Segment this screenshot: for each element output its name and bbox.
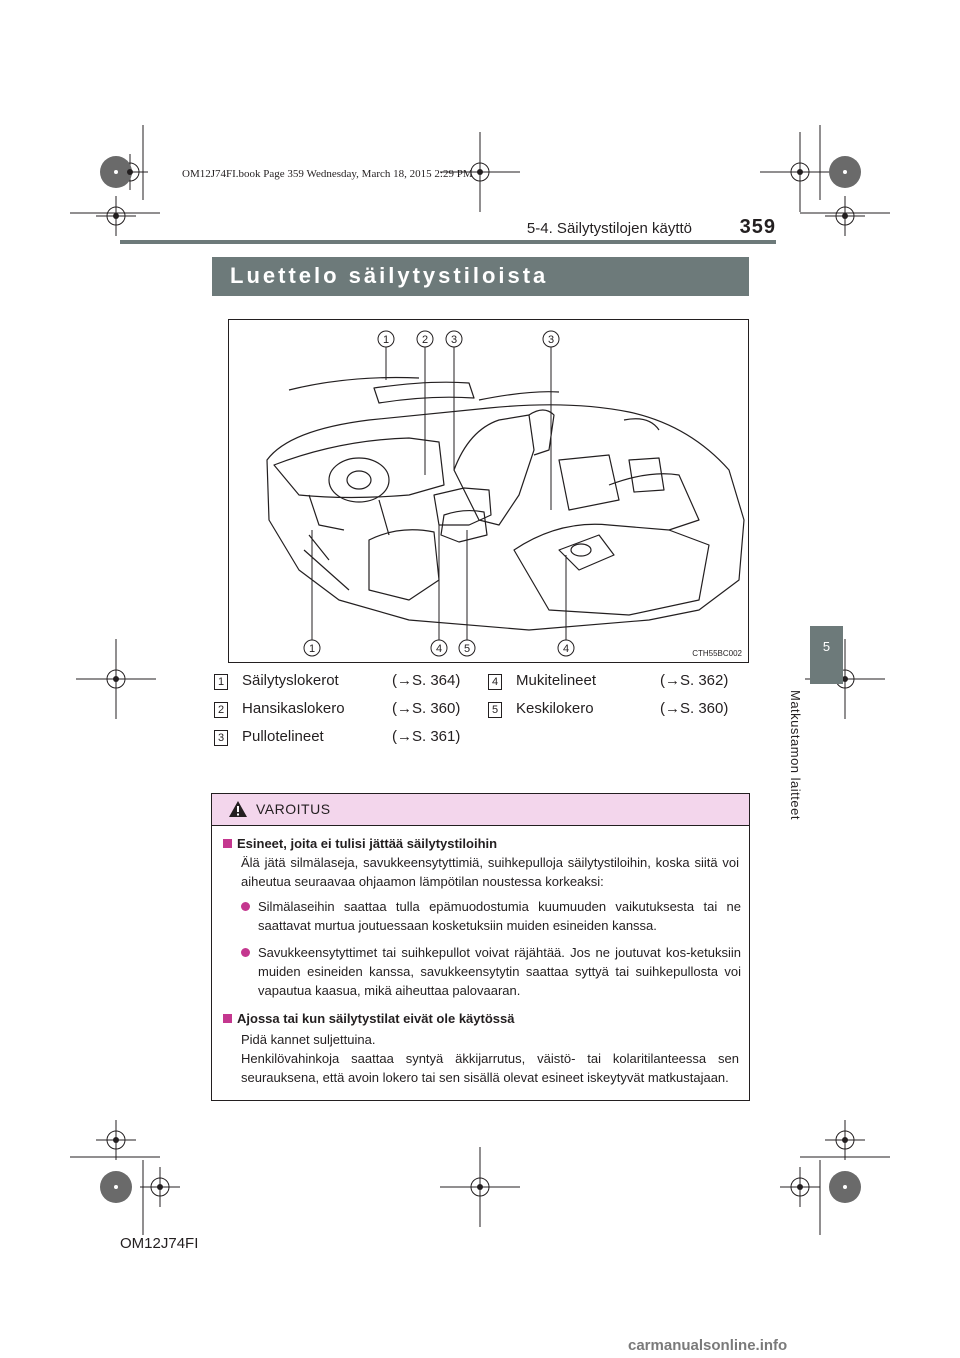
chapter-label (788, 690, 808, 890)
warning-header (212, 794, 749, 826)
legend-number: 3 (214, 730, 228, 746)
callout-bottom-2: 4 (435, 643, 443, 655)
legend-item (488, 700, 754, 722)
callout-top-4: 3 (547, 334, 555, 346)
callout-bottom-4: 4 (562, 643, 570, 655)
legend-label: Hansikaslokero (242, 700, 345, 717)
legend-item (214, 672, 476, 694)
chapter-label-text: Matkustamon laitteet (788, 690, 803, 820)
warning-bullet-text: Savukkeensytyttimet tai suihkepullot voivat räjähtää. Jos ne joutuvat kos-ketuksiin muiden esineiden kanssa, savukkeensytytin saattaa syttyä tai suihkepullosta voi vapautua kaasua, mikä aiheuttaa palovaaran. (258, 945, 741, 998)
warning-bullet-text: Silmälaseihin saattaa tulla epämuodostumia kuumuuden vaikutuksesta tai ne saattavat murtua joutuessaan kosketuksiin muiden esineiden kanssa. (258, 899, 741, 933)
legend-number: 2 (214, 702, 228, 718)
legend-label: Säilytyslokerot (242, 672, 339, 689)
round-bullet-icon (241, 902, 250, 911)
legend-item (214, 700, 476, 722)
callouts-bottom (304, 640, 574, 656)
chapter-tab: 5 (810, 626, 843, 684)
square-bullet-icon (223, 1014, 232, 1023)
watermark: carmanualsonline.info (628, 1337, 788, 1354)
car-interior-drawing (229, 320, 748, 662)
square-bullet-icon (223, 839, 232, 848)
callout-top-1: 1 (382, 334, 390, 346)
callout-bottom-1: 1 (308, 643, 316, 655)
callout-top-2: 2 (421, 334, 429, 346)
warning-triangle-icon (228, 800, 248, 818)
warning-heading (223, 834, 497, 853)
legend-ref: (→S. 360) (660, 700, 729, 717)
warning-paragraph: Pidä kannet suljettuina. (241, 1032, 376, 1047)
warning-heading-text: Ajossa tai kun säilytystilat eivät ole käytössä (237, 1011, 515, 1026)
legend-ref: (→S. 364) (392, 672, 461, 689)
legend-number: 4 (488, 674, 502, 690)
legend-ref: (→S. 362) (660, 672, 729, 689)
interior-illustration (228, 319, 749, 663)
legend-label: Keskilokero (516, 700, 594, 717)
footer-code: OM12J74FI (120, 1235, 199, 1252)
legend-item (488, 672, 754, 694)
warning-heading (223, 1009, 514, 1028)
legend-item (214, 728, 476, 750)
callouts-top (378, 331, 559, 347)
section-title: 5-4. Säilytystilojen käyttö (526, 220, 692, 237)
legend-label: Pullotelineet (242, 728, 324, 745)
header-rule (120, 240, 776, 244)
callout-bottom-3: 5 (463, 643, 471, 655)
legend-ref: (→S. 361) (392, 728, 461, 745)
warning-box (211, 793, 750, 1101)
book-info: OM12J74FI.book Page 359 Wednesday, March 18, 2015 2:29 PM (182, 168, 473, 180)
page-number: 359 (739, 216, 776, 238)
title-bar (212, 257, 749, 296)
warning-paragraph: Älä jätä silmälaseja, savukkeensytyttimiä, suihkepulloja säilytystiloihin, koska siitä voi aiheutua seuraavaa ohjaamon lämpötilan noustessa korkeaksi: (241, 855, 739, 889)
page-header (120, 210, 776, 244)
round-bullet-icon (241, 948, 250, 957)
figure-code: CTH55BC002 (692, 649, 742, 658)
warning-title: VAROITUS (256, 801, 331, 817)
legend-number: 1 (214, 674, 228, 690)
callout-top-3: 3 (450, 334, 458, 346)
legend-number: 5 (488, 702, 502, 718)
page-title: Luettelo säilytystiloista (230, 263, 549, 288)
legend-ref: (→S. 360) (392, 700, 461, 717)
warning-paragraph: Henkilövahinkoja saattaa syntyä äkkijarrutus, väistö- tai kolaritilanteessa sen seurauksena, että avoin lokero tai sen sisällä olevat esineet iskeytyvät matkustajaan. (241, 1051, 739, 1085)
warning-heading-text: Esineet, joita ei tulisi jättää säilytystiloihin (237, 836, 498, 851)
legend-label: Mukitelineet (516, 672, 597, 689)
